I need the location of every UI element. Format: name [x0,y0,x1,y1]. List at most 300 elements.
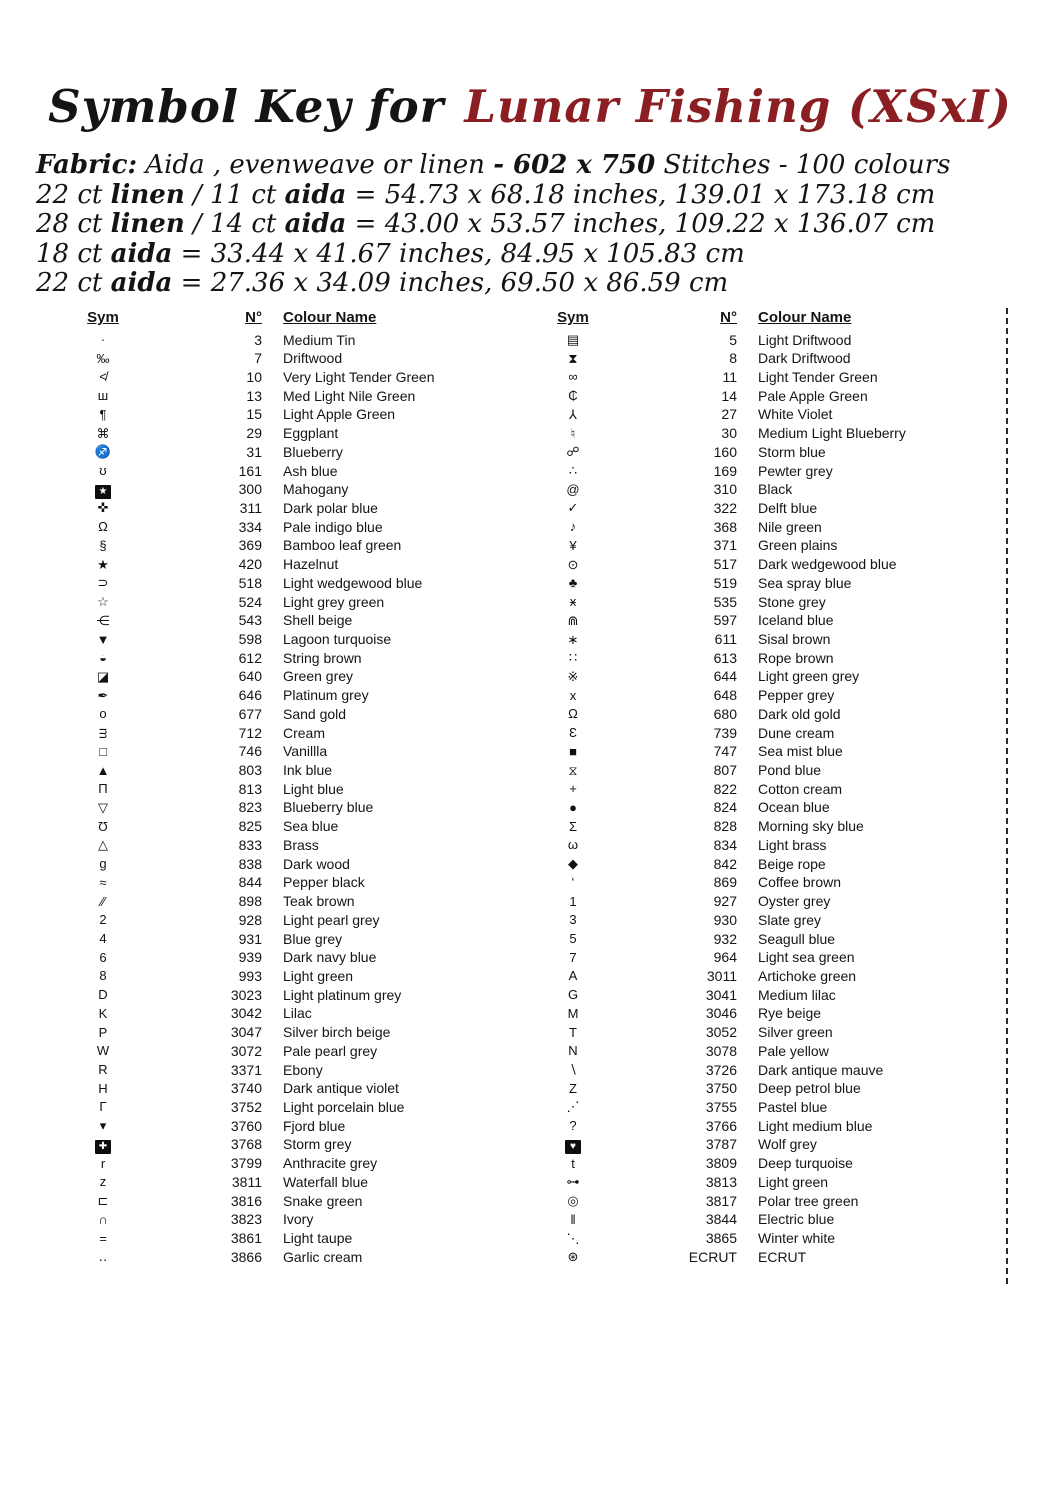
table-row [60,386,490,405]
symbol-cell: ▲ [96,762,110,778]
table-row [60,1023,490,1042]
number-cell: 939 [238,949,262,966]
number-cell: 869 [713,874,737,891]
colour-name-cell: Dark navy blue [283,949,377,966]
page-title-pattern-name: Lunar Fishing (XSxI) [464,80,1012,133]
colour-name-cell: Med Light Nile Green [283,387,416,404]
table-row [60,648,490,667]
symbol-cell: ✚ [95,1140,111,1154]
colour-name-cell: Sea mist blue [758,743,843,760]
table-row [530,742,1006,761]
symbol-cell: r [100,1155,106,1171]
fabric-text: linen [110,179,185,210]
number-cell: 3813 [705,1173,737,1190]
number-cell: 3768 [230,1136,262,1153]
symbol-cell: ⊙ [567,556,579,572]
table-row [530,1135,1006,1154]
symbol-cell: ʻ [571,874,575,890]
number-cell: 3078 [705,1042,737,1059]
colour-name-cell: Ebony [283,1061,323,1078]
symbol-cell: 5 [569,931,577,946]
table-row [530,1060,1006,1079]
number-cell: 927 [713,893,737,910]
colour-name-cell: Blueberry [283,443,343,460]
number-cell: 3752 [230,1098,262,1115]
table-row [530,892,1006,911]
table-row [60,892,490,911]
number-cell: 644 [713,668,737,685]
table-row [60,704,490,723]
number-cell: 3072 [230,1042,262,1059]
table-row [530,1154,1006,1173]
number-cell: 3041 [705,986,737,1003]
symbol-cell: ✜ [97,500,109,516]
table-row [530,704,1006,723]
symbol-cell: ♐ [94,444,112,460]
number-cell: 3755 [705,1098,737,1115]
colour-name-cell: Iceland blue [758,612,834,629]
fabric-text: = 43.00 x 53.57 inches, 109.22 x 136.07 cm [346,209,936,240]
table-row [60,592,490,611]
number-cell: 747 [713,743,737,760]
symbol-cell: ⧖ [568,762,578,778]
table-row [530,424,1006,443]
table-row [530,1210,1006,1229]
table-row [530,798,1006,817]
colour-name-cell: Light green grey [758,668,860,685]
colour-name-cell: Silver birch beige [283,1024,391,1041]
table-row [60,1172,490,1191]
fabric-text: Stitches - 100 colours [655,150,951,180]
colour-name-cell: Dune cream [758,724,835,741]
symbol-cell: ★ [97,556,109,572]
table-row [60,873,490,892]
colour-name-cell: Light wedgewood blue [283,574,423,591]
colour-name-cell: Ink blue [283,762,333,779]
symbol-cell: ≈ [99,874,107,890]
symbol-cell: Ω [98,519,108,535]
symbol-cell: § [99,537,107,553]
symbol-cell: ₵ [568,388,578,404]
colour-name-cell: Wolf grey [758,1136,817,1153]
symbol-cell: Γ [99,1099,107,1115]
colour-name-cell: Blue grey [283,930,343,947]
table-row [60,1116,490,1135]
colour-name-cell: Storm blue [758,443,826,460]
header-sym: Sym [557,309,589,327]
number-cell: 3844 [705,1211,737,1228]
fabric-text: linen [110,209,185,240]
colour-name-cell: Electric blue [758,1211,835,1228]
symbol-cell: ⊶ [566,1174,580,1190]
symbol-cell: N [568,1043,578,1059]
table-row [530,517,1006,536]
table-row [60,330,490,349]
fabric-text: 18 ct [36,238,111,269]
number-cell: 3740 [230,1080,262,1097]
colour-name-cell: Garlic cream [283,1248,363,1265]
colour-name-cell: Seagull blue [758,930,836,947]
table-row [60,1041,490,1060]
colour-name-cell: Cream [283,724,326,741]
colour-name-cell: Ivory [283,1211,314,1228]
number-cell: 3046 [705,1005,737,1022]
colour-name-cell: Storm grey [283,1136,352,1153]
table-row [60,461,490,480]
fabric-text: aida [110,238,173,269]
fabric-text: aida [284,209,347,240]
number-cell: 13 [246,387,262,404]
colour-name-cell: Silver green [758,1024,833,1041]
table-row [530,817,1006,836]
number-cell: 3047 [230,1024,262,1041]
number-cell: 3052 [705,1024,737,1041]
colour-name-cell: Snake green [283,1192,363,1209]
colour-name-cell: Fjord blue [283,1117,346,1134]
table-row [530,592,1006,611]
table-row [530,480,1006,499]
table-row [60,667,490,686]
colour-name-cell: Deep petrol blue [758,1080,861,1097]
symbol-cell: ◒ [99,650,107,666]
table-row [60,1135,490,1154]
symbol-cell: Ω [568,706,578,722]
table-row [60,630,490,649]
colour-name-cell: Dark Driftwood [758,350,851,367]
colour-name-cell: Light green [283,967,354,984]
symbol-cell: ✓ [567,500,579,516]
table-row [60,555,490,574]
colour-name-cell: Pale indigo blue [283,518,383,535]
colour-name-cell: Waterfall blue [283,1173,369,1190]
number-cell: 3816 [230,1192,262,1209]
number-cell: 3823 [230,1211,262,1228]
number-cell: 807 [713,762,737,779]
number-cell: 824 [713,799,737,816]
number-cell: 29 [246,425,262,442]
header-number: N° [245,309,262,327]
symbol-cell: ◎ [567,1193,579,1209]
number-cell: 844 [238,874,262,891]
number-cell: 3726 [705,1061,737,1078]
table-row [530,386,1006,405]
table-row [60,498,490,517]
table-row [60,611,490,630]
table-row [530,648,1006,667]
symbol-cell: ◆ [568,856,578,872]
symbol-cell: 4 [99,931,107,946]
number-cell: 3023 [230,986,262,1003]
number-cell: 822 [713,780,737,797]
table-row [530,835,1006,854]
table-row [60,854,490,873]
symbol-cell: z [99,1174,107,1190]
symbol-cell: + [569,781,577,797]
symbol-cell: Σ [568,818,578,834]
number-cell: 420 [238,556,262,573]
number-cell: 11 [722,368,737,385]
symbol-cell: ∕∕ [100,893,106,909]
table-row [60,761,490,780]
colour-name-cell: Deep turquoise [758,1155,853,1172]
number-cell: 928 [238,911,262,928]
fabric-info-block [36,151,1026,299]
number-cell: 712 [238,724,262,741]
colour-name-cell: Pale yellow [758,1042,829,1059]
number-cell: 3371 [230,1061,262,1078]
number-cell: 5 [729,331,737,348]
number-cell: 842 [713,855,737,872]
table-row [60,405,490,424]
symbol-cell: 7 [569,949,577,965]
number-cell: 640 [238,668,262,685]
number-cell: 543 [238,612,262,629]
symbol-cell: ω [567,837,579,853]
table-row [530,761,1006,780]
number-cell: 535 [713,593,737,610]
table-row [530,686,1006,705]
table-row [60,1079,490,1098]
symbol-cell: ¶ [99,406,107,422]
number-cell: 677 [238,705,262,722]
fabric-text: aida [110,268,173,299]
colour-name-cell: Sisal brown [758,631,831,647]
table-row [530,1172,1006,1191]
number-cell: 803 [238,762,262,779]
colour-name-cell: Medium Tin [283,331,356,348]
table-row [60,367,490,386]
symbol-cell: ∴ [568,463,578,479]
symbol-cell: ∩ [98,1211,108,1227]
number-cell: 598 [238,631,262,647]
colour-name-cell: Ocean blue [758,799,830,816]
colour-name-cell: Lagoon turquoise [283,631,392,647]
colour-name-cell: Green grey [283,668,354,685]
fabric-text: aida [284,179,347,210]
fabric-text: Aida , evenweave or linen [137,150,494,180]
number-cell: 3865 [705,1230,737,1246]
table-row [60,1229,490,1248]
number-cell: 371 [713,537,737,554]
table-row [530,1079,1006,1098]
symbol-cell: 6 [99,949,107,965]
table-row [60,536,490,555]
number-cell: 746 [238,743,262,760]
table-body-right [530,330,1006,1266]
colour-name-cell: Polar tree green [758,1192,859,1209]
number-cell: 828 [713,818,737,835]
symbol-cell: 1 [569,893,577,909]
colour-name-cell: Dark antique mauve [758,1061,884,1078]
number-cell: 823 [238,799,262,816]
symbol-cell: ☆ [97,594,109,610]
number-cell: 3809 [705,1155,737,1172]
fabric-text: / 14 ct [184,209,285,240]
colour-name-cell: Morning sky blue [758,818,864,835]
table-row [530,461,1006,480]
symbol-cell: Π [98,781,108,797]
symbol-cell: K [98,1005,108,1021]
colour-name-cell: Light taupe [283,1230,353,1246]
number-cell: 739 [713,724,737,741]
number-cell: 930 [713,911,737,928]
symbol-cell: R [98,1062,108,1078]
table-row [530,1004,1006,1023]
symbol-cell: Z [569,1080,577,1096]
header-sym: Sym [87,309,119,327]
fabric-line [36,151,1026,181]
symbol-cell: ♣ [568,575,578,591]
table-row [60,349,490,368]
colour-name-cell: Coffee brown [758,874,842,891]
number-cell: 597 [713,612,737,629]
table-row [530,555,1006,574]
colour-name-cell: Light sea green [758,949,855,966]
colour-name-cell: Delft blue [758,499,818,516]
symbol-cell: 2 [99,912,107,928]
number-cell: 369 [238,537,262,554]
colour-name-cell: Light green [758,1173,829,1190]
symbol-cell: ∖ [568,1062,578,1078]
table-row [60,985,490,1004]
colour-name-cell: Pewter grey [758,462,833,479]
symbol-cell: ※ [567,668,579,684]
number-cell: 31 [246,443,262,460]
number-cell: 518 [238,574,262,591]
colour-name-cell: Winter white [758,1230,836,1246]
table-row [60,910,490,929]
colour-name-cell: Light Tender Green [758,368,878,385]
symbol-cell: ♥ [565,1140,581,1154]
table-row [530,854,1006,873]
fabric-text: 28 ct [36,209,111,240]
fabric-text: = 54.73 x 68.18 inches, 139.01 x 173.18 cm [346,179,936,210]
symbol-cell: = [99,1230,107,1246]
table-row [60,517,490,536]
symbol-cell: ¥ [569,537,577,553]
colour-name-cell: Pale Apple Green [758,387,868,404]
table-row [530,1041,1006,1060]
symbol-cell: W [96,1043,110,1059]
symbol-cell: ∞ [568,369,578,385]
number-cell: 834 [713,836,737,853]
table-row [60,1004,490,1023]
table-row [530,573,1006,592]
number-cell: 612 [238,649,262,666]
table-row [530,723,1006,742]
colour-name-cell: Sea blue [283,818,339,835]
colour-name-cell: String brown [283,649,362,666]
colour-name-cell: Light blue [283,780,344,797]
colour-name-cell: ECRUT [758,1248,807,1265]
symbol-cell: H [98,1080,108,1096]
colour-name-cell: Dark wood [283,855,350,872]
colour-name-cell: Medium lilac [758,986,836,1003]
symbol-cell: ∗ [567,631,579,647]
table-row [530,910,1006,929]
colour-name-cell: Light Driftwood [758,331,852,348]
fabric-line [36,240,1026,270]
number-cell: 646 [238,687,262,704]
colour-name-cell: Teak brown [283,893,355,910]
fabric-text: = 27.36 x 34.09 inches, 69.50 x 86.59 cm [172,268,729,299]
table-row [60,742,490,761]
table-row [60,966,490,985]
table-row [60,1097,490,1116]
colour-name-cell: Slate grey [758,911,822,928]
table-row [530,405,1006,424]
table-row [530,948,1006,967]
symbol-cell: ⊏ [97,1193,109,1209]
colour-name-cell: Mahogany [283,480,349,497]
number-cell: 7 [254,350,262,367]
colour-name-cell: Stone grey [758,593,826,610]
symbol-cell: o [99,706,107,722]
colour-name-cell: Rye beige [758,1005,822,1022]
colour-name-cell: Sand gold [283,705,347,722]
fabric-text: / 11 ct [184,179,285,210]
fabric-text: - 602 x 750 [493,150,656,180]
table-row [60,1154,490,1173]
number-cell: 524 [238,593,262,610]
symbol-cell: P [98,1024,108,1040]
number-cell: 3011 [706,967,737,984]
symbol-cell: ■ [569,743,577,759]
colour-name-cell: Pond blue [758,762,822,779]
table-row [60,779,490,798]
fabric-text: = 33.44 x 41.67 inches, 84.95 x 105.83 cm [172,238,745,269]
table-header-row [60,308,490,329]
symbol-cell: ⊛ [567,1249,579,1265]
number-cell: 680 [713,705,737,722]
symbol-cell: ⋱ [566,1230,580,1246]
table-row [60,573,490,592]
number-cell: 3042 [230,1005,262,1022]
table-row [530,1116,1006,1135]
number-cell: 838 [238,855,262,872]
number-cell: 3 [254,331,262,348]
number-cell: 964 [713,949,737,966]
colour-name-cell: Brass [283,836,319,853]
number-cell: 932 [713,930,737,947]
page-title-prefix: Symbol Key for [48,80,445,133]
table-row [530,1247,1006,1266]
symbol-cell: ≮ [99,369,107,385]
colour-name-cell: Oyster grey [758,893,831,910]
symbol-cell: ? [569,1118,577,1134]
table-row [530,1229,1006,1248]
number-cell: 30 [721,425,737,442]
symbol-cell: Ʊ [98,818,108,834]
number-cell: 300 [238,480,262,497]
symbol-cell: ⅄ [569,406,577,422]
symbol-cell: ▾ [99,1118,107,1134]
colour-name-cell: Eggplant [283,425,339,442]
table-row [530,442,1006,461]
fabric-text: 22 ct [36,268,111,299]
colour-name-cell: Platinum grey [283,687,369,704]
table-header-row [530,308,1006,329]
number-cell: 3861 [230,1230,262,1246]
colour-name-cell: Light brass [758,836,827,853]
symbol-cell: ♮ [570,425,576,441]
number-cell: 3760 [230,1117,262,1134]
number-cell: 169 [713,462,737,479]
symbol-cell: ⋲ [96,612,110,628]
table-row [530,1097,1006,1116]
table-row [60,480,490,499]
symbol-cell: @ [566,481,580,497]
